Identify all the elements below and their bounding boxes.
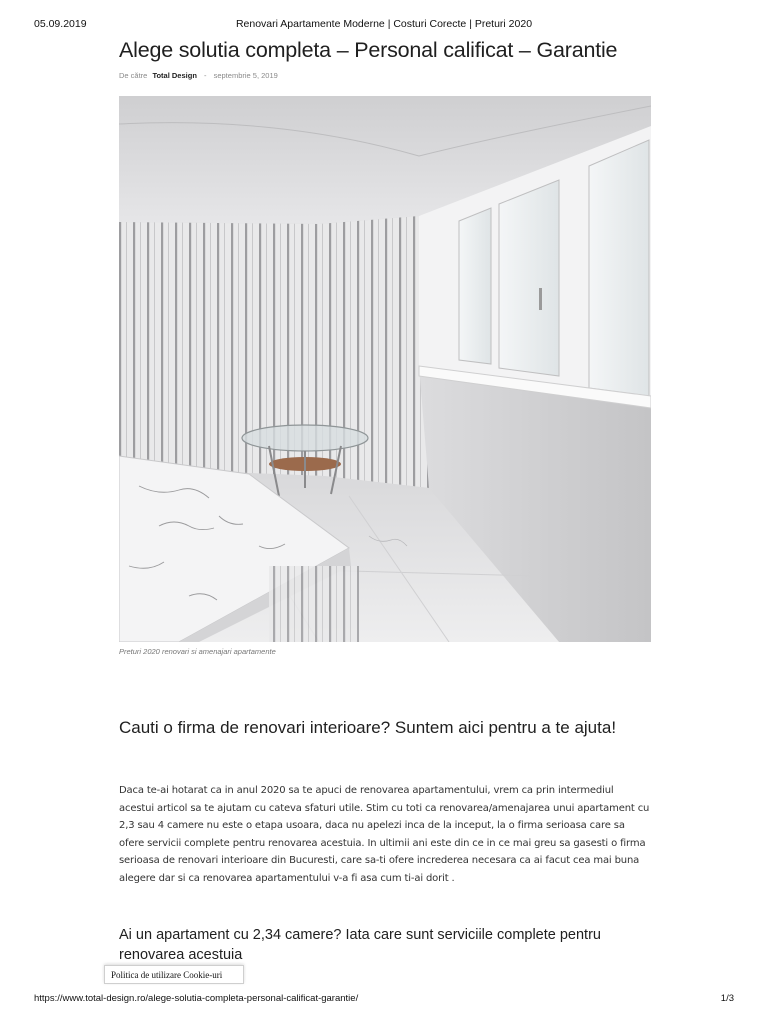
section-heading: Cauti o firma de renovari interioare? Suntem aici pentru a te ajuta! bbox=[119, 718, 617, 737]
image-caption: Preturi 2020 renovari si amenajari apartamente bbox=[119, 647, 276, 656]
print-page-number: 1/3 bbox=[720, 993, 734, 1004]
print-url: https://www.total-design.ro/alege-solutia-completa-personal-calificat-garantie/ bbox=[34, 993, 359, 1004]
publish-date: septembrie 5, 2019 bbox=[213, 71, 278, 80]
cookie-policy-button[interactable]: Politica de utilizare Cookie-uri bbox=[104, 965, 244, 984]
print-footer bbox=[0, 993, 768, 1007]
by-label: De către bbox=[119, 71, 148, 80]
article-title: Alege solutia completa – Personal calificat – Garantie bbox=[119, 38, 618, 62]
section-subheading: Ai un apartament cu 2,34 camere? Iata care sunt serviciile complete pentru renovarea acestuia bbox=[119, 927, 601, 963]
author-link[interactable]: Total Design bbox=[152, 71, 197, 80]
article-photo bbox=[119, 96, 651, 642]
article-meta bbox=[119, 71, 278, 80]
article-paragraph: Daca te-ai hotarat ca in anul 2020 sa te apuci de renovarea apartamentului, vrem ca prin intermediul acestui articol sa te ajutam cu cateva sfaturi utile. Stim cu toti ca renovarea/amenajarea unui apartament cu 2,3 sau 4 camere nu este o etapa usoara, daca nu apelezi inca de la inceput, la o firma serioasa care sa ofere servicii complete pentru renovarea acestuia. In ultimii ani este din ce in ce mai greu sa gasesti o firma serioasa de renovari interioare din Bucuresti, care sa-ti ofere increderea necesara ca ai facut cea mai buna alegere dar si ca renovarea apartamentului v-a fi asa cum ti-ai dorit . bbox=[119, 785, 650, 884]
meta-separator: - bbox=[204, 71, 207, 80]
print-page-title: Renovari Apartamente Moderne | Costuri Corecte | Preturi 2020 bbox=[235, 18, 533, 30]
print-header bbox=[0, 18, 768, 32]
print-date: 05.09.2019 bbox=[34, 18, 87, 30]
